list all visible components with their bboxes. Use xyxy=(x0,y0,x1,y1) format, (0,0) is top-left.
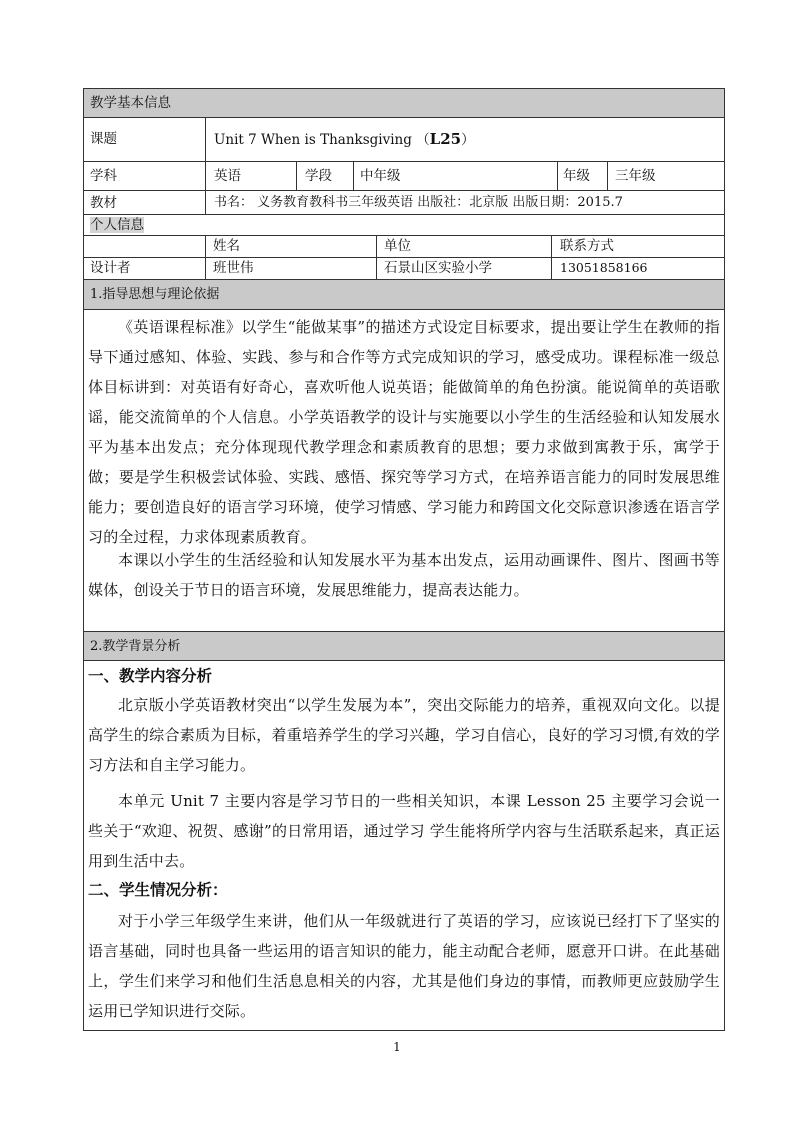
header-name: 姓名 xyxy=(213,238,240,254)
designer-label: 设计者 xyxy=(90,260,131,276)
basic-info-band xyxy=(84,89,724,117)
personal-info-title xyxy=(90,215,144,235)
title-text: Unit 7 When is Thanksgiving （ xyxy=(214,132,430,148)
personal-info-text: 个人信息 xyxy=(90,217,144,233)
designer-phone: 13051858166 xyxy=(560,260,648,275)
basic-info-title: 教学基本信息 xyxy=(90,95,171,111)
subject-label: 学科 xyxy=(90,168,117,184)
section1-title: 1.指导思想与理论依据 xyxy=(90,287,220,302)
title-label: 课题 xyxy=(90,131,117,147)
section2-title: 2.教学背景分析 xyxy=(90,639,181,654)
section1-paragraph-1: 《英语课程标准》以学生“能做某事”的描述方式设定目标要求，提出要让学生在教师的指导下通过感知、体验、实践、参与和合作等方式完成知识的学习，感受成功。课程标准一级总体目标讲到：对英语有好奇心，喜欢听他人说英语；能做简单的角色扮演。能说简单的英语歌谣，能交流简单的个人信息。小学英语教学的设计与实施要以小学生的生活经验和认知发展水平为基本出发点；充分体现现代教学理念和素质教育的思想；要力求做到寓教于乐，寓学于做；要是学生积极尝试体验、实践、感悟、探究等学习方式，在培养语言能力的同时发展思维能力；要创造良好的语言学习环境，使学习情感、学习能力和跨国文化交际意识渗透在语言学习的全过程，力求体现素质教育。 xyxy=(88,318,720,546)
section2-paragraph-2: 本单元 Unit 7 主要内容是学习节日的一些相关知识，本课 Lesson 25 主要学习会说一些关于“欢迎、祝贺、感谢”的日常用语，通过学习 学生能将所学内容与生活联系起来，真正运用到生活中去。 xyxy=(88,792,720,870)
student-analysis-heading: 二、学生情况分析： xyxy=(88,881,228,899)
content-analysis-heading: 一、教学内容分析 xyxy=(88,667,213,685)
header-contact: 联系方式 xyxy=(560,238,614,254)
section2-paragraph-3: 对于小学三年级学生来讲，他们从一年级就进行了英语的学习，应该说已经打下了坚实的语言基础，同时也具备一些运用的语言知识的能力，能主动配合老师，愿意开口讲。在此基础上，学生们来学习和他们生活息息相关的内容，尤其是他们身边的事情，而教师更应鼓励学生运用已学知识进行交际。 xyxy=(88,912,720,1020)
stage-value: 中年级 xyxy=(360,168,401,184)
header-unit: 单位 xyxy=(384,238,411,254)
textbook-label: 教材 xyxy=(90,195,117,211)
designer-unit: 石景山区实验小学 xyxy=(384,260,492,276)
stage-label: 学段 xyxy=(305,168,332,184)
grade-label: 年级 xyxy=(563,168,590,184)
title-value xyxy=(214,129,475,150)
title-code: L25 xyxy=(429,130,462,148)
textbook-value: 书名： 义务教育教科书三年级英语 出版社：北京版 出版日期：2015.7 xyxy=(214,195,623,210)
title-close: ） xyxy=(461,132,475,148)
section2-paragraph-1: 北京版小学英语教材突出“以学生发展为本”，突出交际能力的培养，重视双向文化。以提高学生的综合素质为目标，着重培养学生的学习兴趣，学习自信心，良好的学习习惯,有效的学习方法和自主学习能力。 xyxy=(88,696,720,774)
subject-value: 英语 xyxy=(214,168,241,184)
page-number: 1 xyxy=(393,1040,401,1054)
grade-value: 三年级 xyxy=(615,168,656,184)
designer-name: 班世伟 xyxy=(213,260,254,276)
section1-paragraph-2: 本课以小学生的生活经验和认知发展水平为基本出发点，运用动画课件、图片、图画书等媒体，创设关于节日的语言环境，发展思维能力，提高表达能力。 xyxy=(88,551,720,599)
